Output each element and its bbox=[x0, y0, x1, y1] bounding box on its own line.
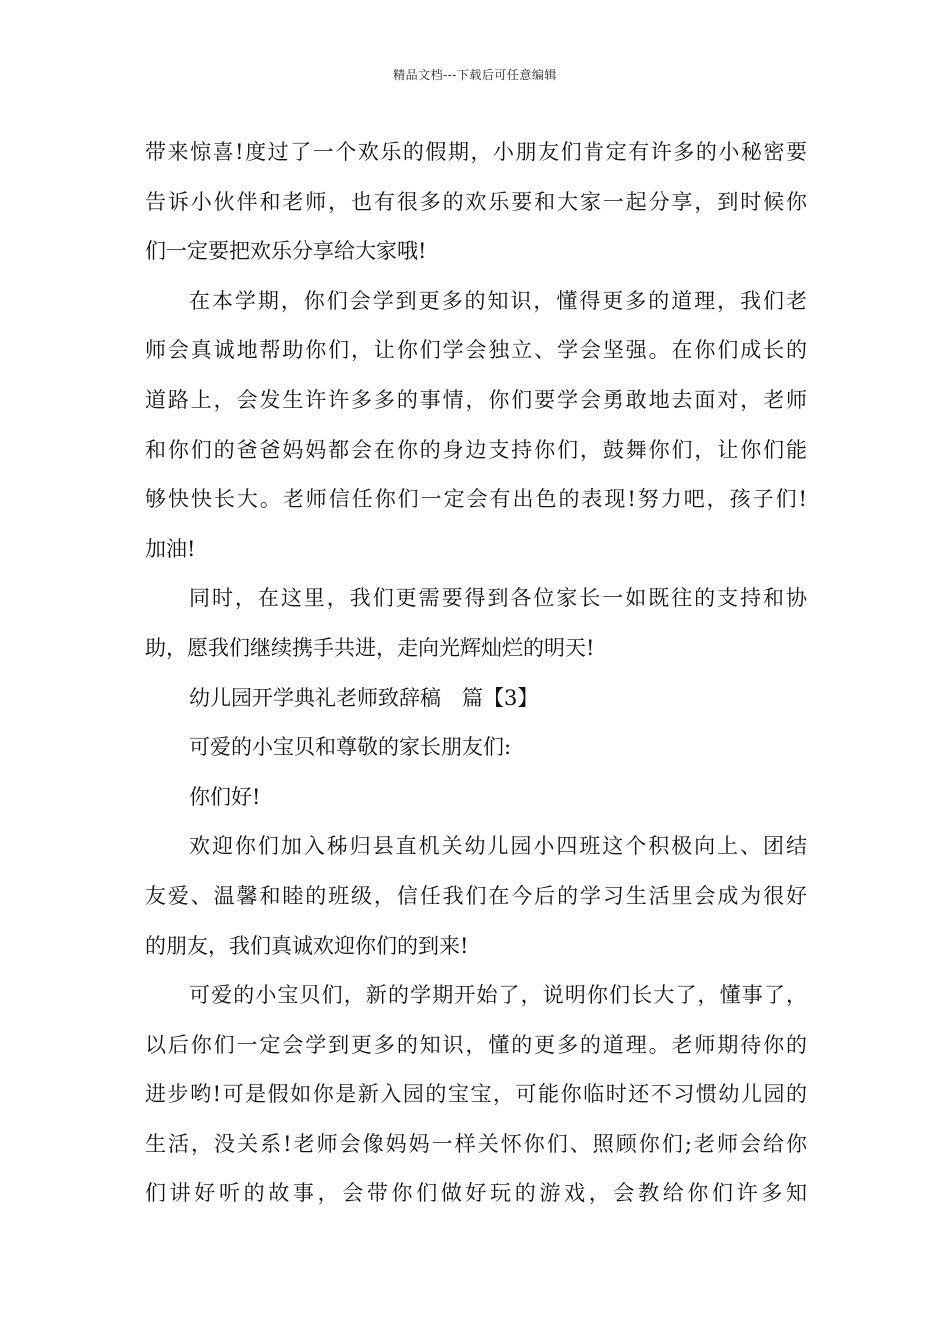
text-line: 在本学期，你们会学到更多的知识，懂得更多的道理，我们老 bbox=[189, 288, 807, 313]
text-line: 们一定要把欢乐分享给大家哦! bbox=[145, 239, 427, 264]
text-line: 可爱的小宝贝和尊敬的家长朋友们: bbox=[189, 735, 512, 760]
text-line: 和你们的爸爸妈妈都会在你的身边支持你们，鼓舞你们，让你们能 bbox=[145, 437, 807, 462]
text-line: 助，愿我们继续携手共进，走向光辉灿烂的明天! bbox=[145, 635, 595, 660]
text-line: 幼儿园开学典礼老师致辞稿 篇【3】 bbox=[189, 685, 539, 710]
text-line: 师会真诚地帮助你们，让你们学会独立、学会坚强。在你们成长的 bbox=[145, 338, 807, 363]
document-body bbox=[145, 128, 807, 1219]
text-line: 们讲好听的故事，会带你们做好玩的游戏，会教给你们许多知 bbox=[145, 1181, 807, 1206]
text-line: 以后你们一定会学到更多的知识，懂的更多的道理。老师期待你的 bbox=[145, 1032, 807, 1057]
text-line: 够快快长大。老师信任你们一定会有出色的表现!努力吧，孩子们! bbox=[145, 487, 807, 512]
text-line: 加油! bbox=[145, 536, 196, 561]
text-line: 的朋友，我们真诚欢迎你们的到来! bbox=[145, 933, 469, 958]
text-line: 你们好! bbox=[189, 784, 261, 809]
text-line: 友爱、温馨和睦的班级，信任我们在今后的学习生活里会成为很好 bbox=[145, 883, 807, 908]
page-header: 精品文档---下载后可任意编辑 bbox=[393, 68, 557, 82]
text-line: 带来惊喜!度过了一个欢乐的假期，小朋友们肯定有许多的小秘密要 bbox=[145, 140, 807, 164]
text-line: 道路上，会发生许许多多的事情，你们要学会勇敢地去面对，老师 bbox=[145, 387, 807, 412]
text-line: 进步哟!可是假如你是新入园的宝宝，可能你临时还不习惯幼儿园的 bbox=[145, 1082, 807, 1107]
text-line: 欢迎你们加入秭归县直机关幼儿园小四班这个积极向上、团结 bbox=[189, 834, 807, 859]
text-line: 生活，没关系!老师会像妈妈一样关怀你们、照顾你们;老师会给你 bbox=[145, 1131, 807, 1156]
text-line: 告诉小伙伴和老师，也有很多的欢乐要和大家一起分享，到时候你 bbox=[145, 189, 807, 214]
text-line: 可爱的小宝贝们，新的学期开始了，说明你们长大了，懂事了， bbox=[189, 983, 807, 1008]
text-line: 同时，在这里，我们更需要得到各位家长一如既往的支持和协 bbox=[189, 586, 807, 611]
